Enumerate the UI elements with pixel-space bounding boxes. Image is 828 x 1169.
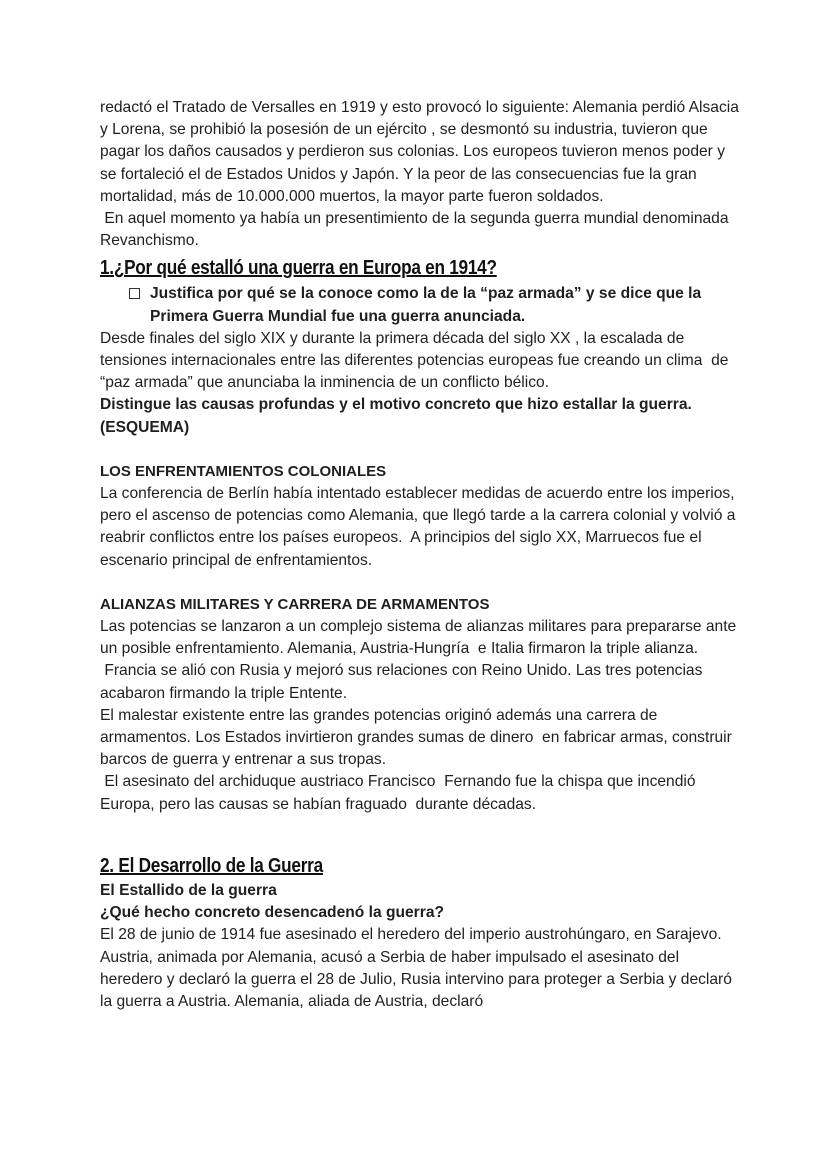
intro-paragraph-2: En aquel momento ya había un presentimiento de la segunda guerra mundial denominada Revanchismo. <box>100 210 733 250</box>
checkbox-icon[interactable] <box>129 288 140 299</box>
alliances-paragraph-4: El asesinato del archiduque austriaco Francisco Fernando fue la chispa que incendió Europa, pero las causas se habían fraguado durante décadas. <box>100 773 700 813</box>
colonial-paragraph: La conferencia de Berlín había intentado establecer medidas de acuerdo entre los imperios, pero el ascenso de potencias como Alemania, que llegó tarde a la carrera colonial y volvió a reabrir conflictos entre los países europeos. A principios del siglo XX, Marruecos fue el escenario principal de enfrentamientos. <box>100 485 740 569</box>
document-page <box>100 97 744 1013</box>
answer-paragraph: Desde finales del siglo XIX y durante la primera década del siglo XX , la escalada de tensiones internacionales entre las diferentes potencias europeas fue creando un clima de “paz armada” que anunciaba la inminencia de un conflicto bélico. <box>100 329 733 392</box>
alliances-paragraph-2: Francia se alió con Rusia y mejoró sus relaciones con Reino Unido. Las tres potencias acabaron firmando la triple Entente. <box>100 662 707 702</box>
alliances-heading: ALIANZAS MILITARES Y CARRERA DE ARMAMENTOS <box>100 595 490 613</box>
section-1-heading: 1.¿Por qué estalló una guerra en Europa en 1914? <box>100 257 497 280</box>
intro-paragraph-1: redactó el Tratado de Versalles en 1919 y esto provocó lo siguiente: Alemania perdió Alsacia y Lorena, se prohibió la posesión de un ejército , se desmontó su industria, tuvieron que pagar los daños causados y perdieron sus colonias. Los europeos tuvieron menos poder y se fortaleció el de Estados Unidos y Japón. Y la peor de las consecuencias fue la gran mortalidad, más de 10.000.000 muertos, la mayor parte fueron soldados. <box>100 99 744 205</box>
alliances-paragraph-1: Las potencias se lanzaron a un complejo sistema de alianzas militares para prepararse ante un posible enfrentamiento. Alemania, Austria-Hungría e Italia firmaron la triple alianza. <box>100 618 741 658</box>
checkbox-item-text: Justifica por qué se la conoce como la de la “paz armada” y se dice que la Primera Guerra Mundial fue una guerra anunciada. <box>150 285 702 325</box>
section-2-subheading: El Estallido de la guerra <box>100 881 277 899</box>
section-2-heading: 2. El Desarrollo de la Guerra <box>100 854 323 877</box>
alliances-paragraph-3: El malestar existente entre las grandes potencias originó además una carrera de armamentos. Los Estados invirtieron grandes sumas de dinero en fabricar armas, construir barcos de guerra y entrenar a sus tropas. <box>100 706 737 769</box>
colonial-heading: LOS ENFRENTAMIENTOS COLONIALES <box>100 462 387 480</box>
section-2-paragraph: El 28 de junio de 1914 fue asesinado el heredero del imperio austrohúngaro, en Sarajevo. Austria, animada por Alemania, acusó a Serbia de haber impulsado el asesinato del heredero y declaró la guerra el 28 de Julio, Rusia intervino para proteger a Serbia y declaró la guerra a Austria. Alemania, aliada de Austria, declaró <box>100 926 737 1010</box>
section-2-question: ¿Qué hecho concreto desencadenó la guerra? <box>100 904 445 922</box>
checkbox-list-item <box>127 283 740 327</box>
question-causes: Distingue las causas profundas y el motivo concreto que hizo estallar la guerra.(ESQUEMA) <box>100 396 692 436</box>
